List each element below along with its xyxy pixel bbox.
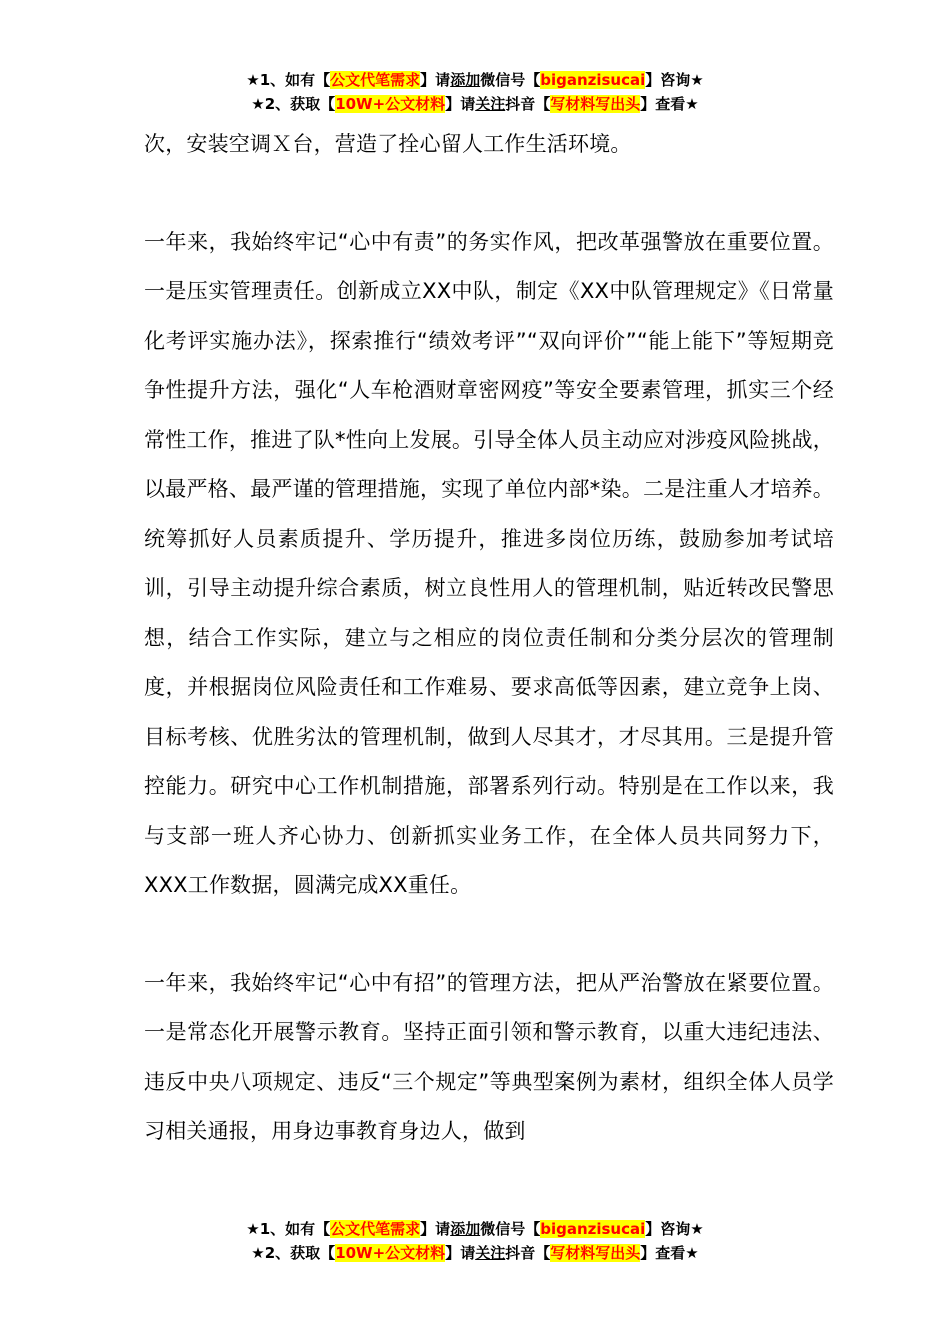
banner-highlight: 10W+公文材料	[335, 1244, 446, 1262]
header-banner	[0, 68, 950, 116]
banner-highlight: 公文代笔需求	[330, 71, 421, 89]
banner-text: 抖音【	[505, 95, 551, 113]
banner-text: 】请	[420, 71, 451, 89]
banner-text: ★1、如有【	[246, 1220, 331, 1238]
banner-highlight: biganzisucai	[540, 1220, 646, 1238]
banner-text: 】请	[445, 95, 476, 113]
banner-text: 】请	[445, 1244, 476, 1262]
banner-underlined: 添加	[450, 1220, 481, 1238]
document-body	[144, 120, 834, 1157]
banner-text: ★1、如有【	[246, 71, 331, 89]
banner-text: 】咨询★	[645, 71, 704, 89]
banner-highlight: 写材料写出头	[550, 1244, 641, 1262]
banner-line-1	[0, 68, 950, 92]
banner-text: 】查看★	[640, 1244, 699, 1262]
footer-banner	[0, 1217, 950, 1265]
banner-text: 微信号【	[480, 71, 541, 89]
paragraph: 一年来，我始终牢记“心中有招”的管理方法，把从严治警放在紧要位置。一是常态化开展警示教育。坚持正面引领和警示教育，以重大违纪违法、违反中央八项规定、违反“三个规定”等典型案例为素材，组织全体人员学习相关通报，用身边事教育身边人，做到	[144, 970, 834, 1143]
paragraph: 一年来，我始终牢记“心中有责”的务实作风，把改革强警放在重要位置。一是压实管理责任。创新成立XX中队，制定《XX中队管理规定》《日常量化考评实施办法》，探索推行“绩效考评”“双向评价”“能上能下”等短期竞争性提升方法，强化“人车枪酒财章密网疫”等安全要素管理，抓实三个经常性工作，推进了队*性向上发展。引导全体人员主动应对涉疫风险挑战，以最严格、最严谨的管理措施，实现了单位内部*染。二是注重人才培养。统筹抓好人员素质提升、学历提升，推进多岗位历练，鼓励参加考试培训，引导主动提升综合素质，树立良性用人的管理机制，贴近转改民警思想，结合工作实际，建立与之相应的岗位责任制和分类分层次的管理制度，并根据岗位风险责任和工作难易、要求高低等因素，建立竞争上岗、目标考核、优胜劣汰的管理机制，做到人尽其才，才尽其用。三是提升管控能力。研究中心工作机制措施，部署系列行动。特别是在工作以来，我与支部一班人齐心协力、创新抓实业务工作，在全体人员共同努力下，XXX工作数据，圆满完成XX重任。	[144, 229, 834, 897]
paragraph: 次，安装空调Ｘ台，营造了拴心留人工作生活环境。	[144, 132, 632, 156]
banner-underlined: 添加	[450, 71, 481, 89]
banner-text: 】咨询★	[645, 1220, 704, 1238]
banner-text: 】查看★	[640, 95, 699, 113]
banner-text: ★2、获取【	[251, 95, 336, 113]
banner-text: 抖音【	[505, 1244, 551, 1262]
banner-highlight: 写材料写出头	[550, 95, 641, 113]
banner-highlight: biganzisucai	[540, 71, 646, 89]
banner-text: 微信号【	[480, 1220, 541, 1238]
banner-text: 】请	[420, 1220, 451, 1238]
banner-line-1	[0, 1217, 950, 1241]
banner-underlined: 关注	[475, 95, 506, 113]
banner-highlight: 公文代笔需求	[330, 1220, 421, 1238]
banner-underlined: 关注	[475, 1244, 506, 1262]
banner-text: ★2、获取【	[251, 1244, 336, 1262]
banner-line-2	[0, 1241, 950, 1265]
banner-highlight: 10W+公文材料	[335, 95, 446, 113]
banner-line-2	[0, 92, 950, 116]
